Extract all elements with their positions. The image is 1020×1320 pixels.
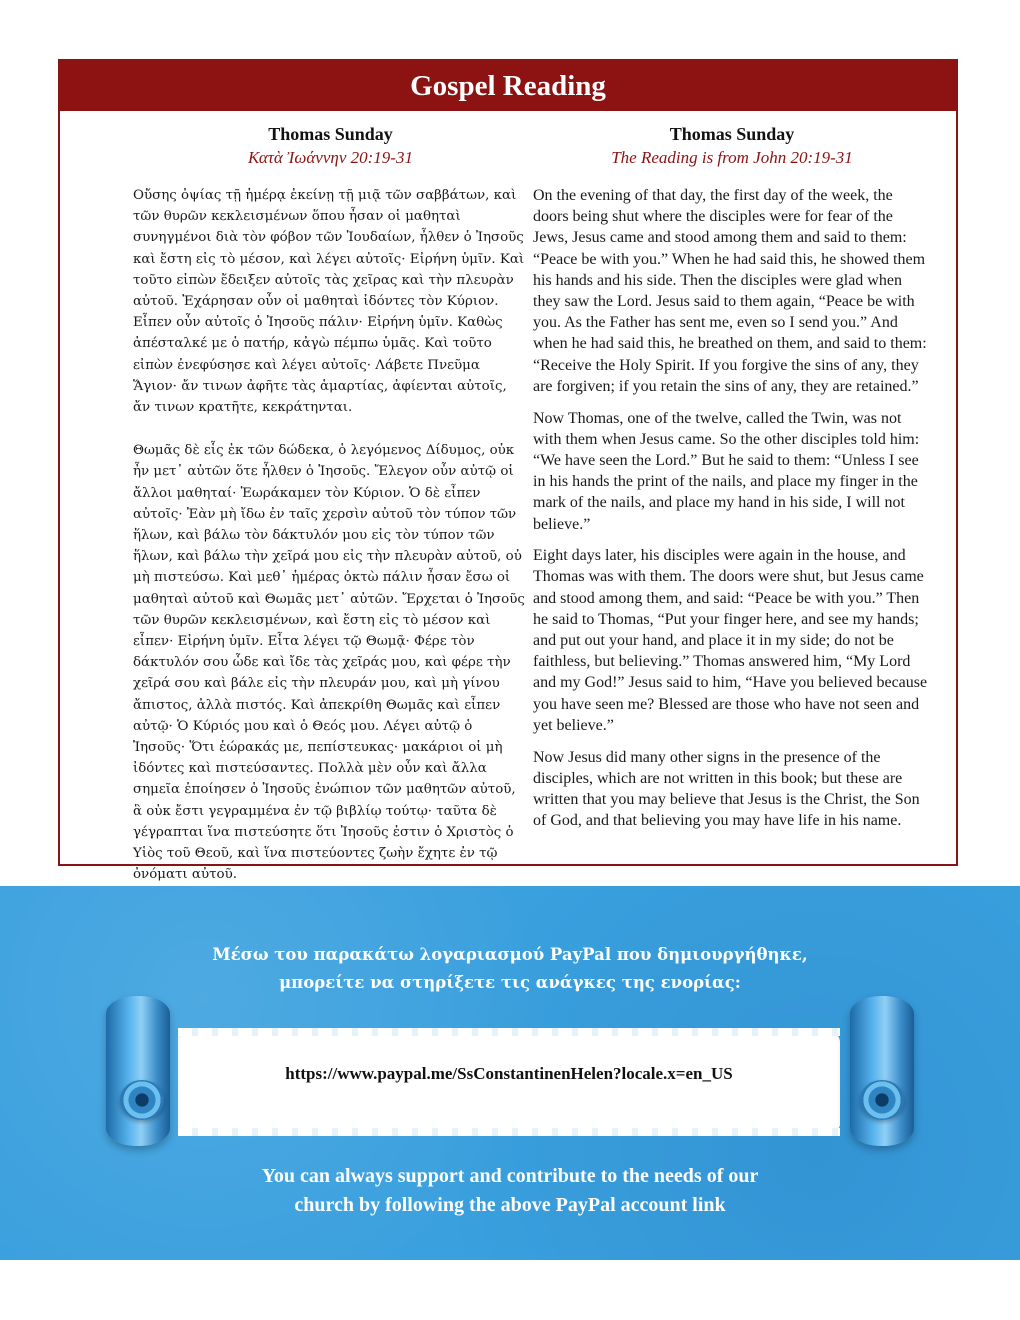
gospel-header-title: Gospel Reading <box>410 69 606 102</box>
greek-column <box>133 123 528 908</box>
english-column <box>533 123 931 842</box>
banner-english-text <box>0 1162 1020 1220</box>
greek-paragraph: Θωμᾶς δὲ εἷς ἐκ τῶν δώδεκα, ὁ λεγόμενος Δίδυμος, οὐκ ἦν μετ᾿ αὐτῶν ὅτε ἦλθεν ὁ Ἰησοῦς. Ἔλεγον οὖν αὐτῷ οἱ ἄλλοι μαθηταί· Ἑωράκαμεν τὸν Κύριον. Ὁ δὲ εἶπεν αὐτοῖς· Ἐὰν μὴ ἴδω ἐν ταῖς χερσὶν αὐτοῦ τὸν τύπον τῶν ἥλων, καὶ βάλω τὸν δάκτυλόν μου εἰς τὸν τύπον τῶν ἥλων, καὶ βάλω τὴν χεῖρά μου εἰς τὴν πλευρὰν αὐτοῦ, οὐ μὴ πιστεύσω. Καὶ μεθ᾿ ἡμέρας ὀκτὼ πάλιν ἦσαν ἔσω οἱ μαθηταὶ αὐτοῦ καὶ Θωμᾶς μετ᾿ αὐτῶν. Ἔρχεται ὁ Ἰησοῦς τῶν θυρῶν κεκλεισμένων, καὶ ἔστη εἰς τὸ μέσον καὶ εἶπεν· Εἰρήνη ὑμῖν. Εἶτα λέγει τῷ Θωμᾷ· Φέρε τὸν δάκτυλόν σου ὧδε καὶ ἴδε τὰς χεῖράς μου, καὶ φέρε τὴν χεῖρά σου καὶ βάλε εἰς τὴν πλευράν μου, καὶ μὴ γίνου ἄπιστος, ἀλλὰ πιστός. Καὶ ἀπεκρίθη Θωμᾶς καὶ εἶπεν αὐτῷ· Ὁ Κύριός μου καὶ ὁ Θεός μου. Λέγει αὐτῷ ὁ Ἰησοῦς· Ὅτι ἑώρακάς με, πεπίστευκας· μακάριοι οἱ μὴ ἰδόντες καὶ πιστεύσαντες. Πολλὰ μὲν οὖν καὶ ἄλλα σημεῖα ἐποίησεν ὁ Ἰησοῦς ἐνώπιον τῶν μαθητῶν αὐτοῦ, ἃ οὐκ ἔστι γεγραμμένα ἐν τῷ βιβλίῳ τούτῳ· ταῦτα δὲ γέγραπται ἵνα πιστεύσητε ὅτι Ἰησοῦς ἐστιν ὁ Χριστὸς ὁ Υἱὸς τοῦ Θεοῦ, καὶ ἵνα πιστεύοντες ζωὴν ἔχητε ἐν τῷ ὀνόματι αὐτοῦ. <box>133 443 525 883</box>
english-paragraph: Eight days later, his disciples were again in the house, and Thomas was with them. The doors were shut, but Jesus came and stood among them, and said: “Peace be with you.” Then he said to Thomas, “Put your finger here, and see my hands; and put out your hand, and place it in my side; do not be faithless, but believing.” Thomas answered him, “My Lord and my God!” Jesus said to him, “Have you believed because you have seen me? Blessed are those who have not seen and yet believe.” <box>533 547 928 734</box>
banner-greek-line: Μέσω του παρακάτω λογαριασμού PayPal που δημιουργήθηκε, <box>212 945 808 964</box>
english-paragraph: Now Thomas, one of the twelve, called the Twin, was not with them when Jesus came. So the other disciples told him: “We have seen the Lord.” But he said to them: “Unless I see in his hands the print of the nails, and place my finger in the mark of the nails, and place my hand in his side, I will not believe.” <box>533 409 920 533</box>
scroll-roll <box>850 996 914 1146</box>
english-text <box>533 185 931 831</box>
banner-greek-text <box>0 941 1020 997</box>
greek-text <box>133 185 528 886</box>
gospel-reading-box <box>58 59 958 883</box>
banner-english-line: You can always support and contribute to the needs of our <box>261 1165 759 1187</box>
greek-subtitle: Κατὰ Ἰωάννην 20:19-31 <box>248 148 413 167</box>
paypal-link[interactable]: https://www.paypal.me/SsConstantinenHelen?locale.x=en_US <box>285 1064 733 1083</box>
paper-scroll-right-icon <box>842 996 920 1146</box>
english-title: Thomas Sunday <box>669 124 795 144</box>
gospel-header <box>60 61 956 111</box>
english-subtitle: The Reading is from John 20:19-31 <box>611 148 853 167</box>
banner-english-line: church by following the above PayPal account link <box>294 1194 726 1216</box>
greek-title: Thomas Sunday <box>268 124 393 144</box>
paper-scroll-left-icon <box>100 996 178 1146</box>
scroll-end <box>120 1080 164 1120</box>
paypal-banner <box>0 886 1020 1260</box>
english-paragraph: Now Jesus did many other signs in the presence of the disciples, which are not written in this book; but these are written that you may believe that Jesus is the Christ, the Son of God, and that believing you may have life in his name. <box>533 748 920 830</box>
greek-paragraph: Οὔσης ὀψίας τῇ ἡμέρᾳ ἐκείνῃ τῇ μιᾷ τῶν σαββάτων, καὶ τῶν θυρῶν κεκλεισμένων ὅπου ἦσαν οἱ μαθηταὶ συνηγμένοι διὰ τὸν φόβον τῶν Ἰουδαίων, ἦλθεν ὁ Ἰησοῦς καὶ ἔστη εἰς τὸ μέσον, καὶ λέγει αὐτοῖς· Εἰρήνη ὑμῖν. Καὶ τοῦτο εἰπὼν ἔδειξεν αὐτοῖς τὰς χεῖρας καὶ τὴν πλευρὰν αὐτοῦ. Ἐχάρησαν οὖν οἱ μαθηταὶ ἰδόντες τὸν Κύριον. Εἶπεν οὖν αὐτοῖς ὁ Ἰησοῦς πάλιν· Εἰρήνη ὑμῖν. Καθὼς ἀπέσταλκέ με ὁ πατήρ, κἀγὼ πέμπω ὑμᾶς. Καὶ τοῦτο εἰπὼν ἐνεφύσησε καὶ λέγει αὐτοῖς· Λάβετε Πνεῦμα Ἅγιον· ἄν τινων ἀφῆτε τὰς ἁμαρτίας, ἀφίενται αὐτοῖς, ἄν τινων κρατῆτε, κεκράτηνται. <box>133 188 525 416</box>
banner-greek-line: μπορείτε να στηρίξετε τις ανάγκες της ενορίας: <box>279 973 741 992</box>
scroll-roll <box>106 996 170 1146</box>
scroll-end <box>860 1080 904 1120</box>
english-paragraph: On the evening of that day, the first day of the week, the doors being shut where the disciples were for fear of the Jews, Jesus came and stood among them and said to them: “Peace be with you.” When he had said this, he showed them his hands and his side. Then the disciples were glad when they saw the Lord. Jesus said to them again, “Peace be with you. As the Father has sent me, even so I send you.” And when he had said this, he breathed on them, and said to them: “Receive the Holy Spirit. If you forgive the sins of any, they are forgiven; if you retain the sins of any, they are retained.” <box>533 187 927 395</box>
